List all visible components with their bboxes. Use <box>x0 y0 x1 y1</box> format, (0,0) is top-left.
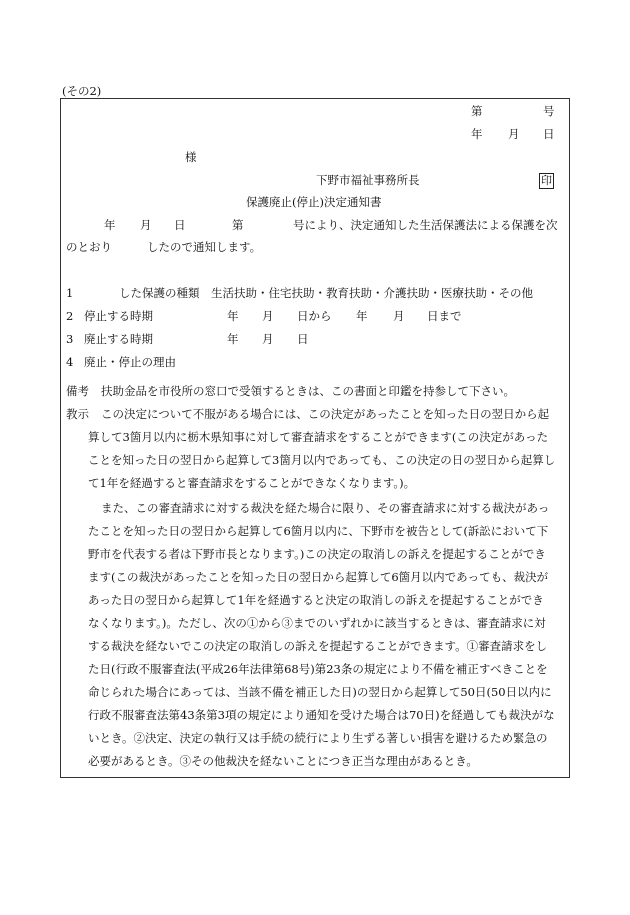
date-tsuki: 月 <box>508 127 520 141</box>
intro-nen: 年 <box>104 218 116 232</box>
item-2-num: 2 <box>66 309 74 323</box>
item-3-num: 3 <box>66 332 74 346</box>
item-2-label: 停止する時期 <box>84 309 153 323</box>
instruction-line: 命じられた場合にあっては、当該不備を補正した日)の翌日から起算して50日(50日以内に <box>88 685 552 699</box>
number-go: 号 <box>543 104 555 118</box>
document-title: 保護廃止(停止)決定通知書 <box>246 195 382 209</box>
item-2-nen2: 年 <box>356 309 368 323</box>
intro-line2-a: のとおり <box>66 240 112 254</box>
instruction-line: た日(行政不服審査法(平成26年法律第68号)第23条の規定により不備を補正すべきことを <box>88 662 548 676</box>
remarks-text: 扶助金品を市役所の窓口で受領するときは、この書面と印鑑を持参して下さい。 <box>101 384 515 398</box>
instruction-line: する裁決を経ないでこの決定の取消しの訴えを提起することができます。①審査請求をし <box>88 639 548 653</box>
date-nen: 年 <box>471 127 483 141</box>
item-4-label: 廃止・停止の理由 <box>84 355 176 369</box>
intro-hi: 日 <box>174 218 186 232</box>
item-2-hi1: 日から <box>297 309 332 323</box>
instruction-label: 教示 <box>66 407 89 421</box>
instruction-line: いとき。②決定、決定の執行又は手続の続行により生ずる著しい損害を避けるため緊急の <box>88 731 548 745</box>
number-dai: 第 <box>471 104 483 118</box>
remarks-label: 備考 <box>66 384 89 398</box>
form-tag: (その2) <box>62 84 102 98</box>
issuer-name: 下野市福祉事務所長 <box>316 173 420 187</box>
item-2-tsuki1: 月 <box>262 309 274 323</box>
addressee-sama: 様 <box>185 150 197 164</box>
intro-dai: 第 <box>232 218 244 232</box>
item-2-tsuki2: 月 <box>393 309 405 323</box>
item-3-label: 廃止する時期 <box>84 332 153 346</box>
item-2-hi2: 日まで <box>427 309 462 323</box>
instruction-line: 算して3箇月以内に栃木県知事に対して審査請求をすることができます(この決定があった <box>88 430 549 444</box>
item-4-num: 4 <box>66 355 74 369</box>
intro-line2-b: したので通知します。 <box>147 240 262 254</box>
item-3-tsuki: 月 <box>262 332 274 346</box>
instruction-line: あった日の翌日から起算して1年を経過すると決定の取消しの訴えを提起することができ <box>88 593 544 607</box>
instruction-line: ます(この裁決があったことを知った日の翌日から起算して6箇月以内であっても、裁決が <box>88 570 549 584</box>
instruction-line: 野市を代表する者は下野市長となります。)この決定の取消しの訴えを提起することができ <box>88 547 546 561</box>
item-1-value: 生活扶助・住宅扶助・教育扶助・介護扶助・医療扶助・その他 <box>211 286 533 300</box>
item-1-label: した保護の種類 <box>119 286 200 300</box>
item-3-hi: 日 <box>297 332 309 346</box>
item-3-nen: 年 <box>227 332 239 346</box>
instruction-line: また、この審査請求に対する裁決を経た場合に限り、その審査請求に対する裁決があっ <box>101 501 550 515</box>
instruction-line: ことを知った日の翌日から起算して3箇月以内であっても、この決定の日の翌日から起算し <box>88 453 556 467</box>
item-1-num: 1 <box>66 286 74 300</box>
instruction-line: この決定について不服がある場合には、この決定があったことを知った日の翌日から起 <box>101 407 550 421</box>
intro-rest: 号により、決定通知した生活保護法による保護を次 <box>293 218 558 232</box>
instruction-line: 行政不服審査法第43条第3項の規定により通知を受けた場合は70日)を経過しても裁決がな <box>88 708 555 722</box>
seal-mark: 印 <box>541 174 552 187</box>
instruction-line: たことを知った日の翌日から起算して6箇月以内に、下野市を被告として(訴訟において下 <box>88 524 549 538</box>
instruction-line: て1年を経過すると審査請求をすることができなくなります。)。 <box>88 476 416 490</box>
item-2-nen1: 年 <box>227 309 239 323</box>
instruction-line: 必要があるとき。③その他裁決を経ないことにつき正当な理由があるとき。 <box>88 754 478 768</box>
intro-tsuki: 月 <box>140 218 152 232</box>
date-hi: 日 <box>543 127 555 141</box>
instruction-line: なくなります。)。ただし、次の①から③までのいずれかに該当するときは、審査請求に対 <box>88 616 546 630</box>
